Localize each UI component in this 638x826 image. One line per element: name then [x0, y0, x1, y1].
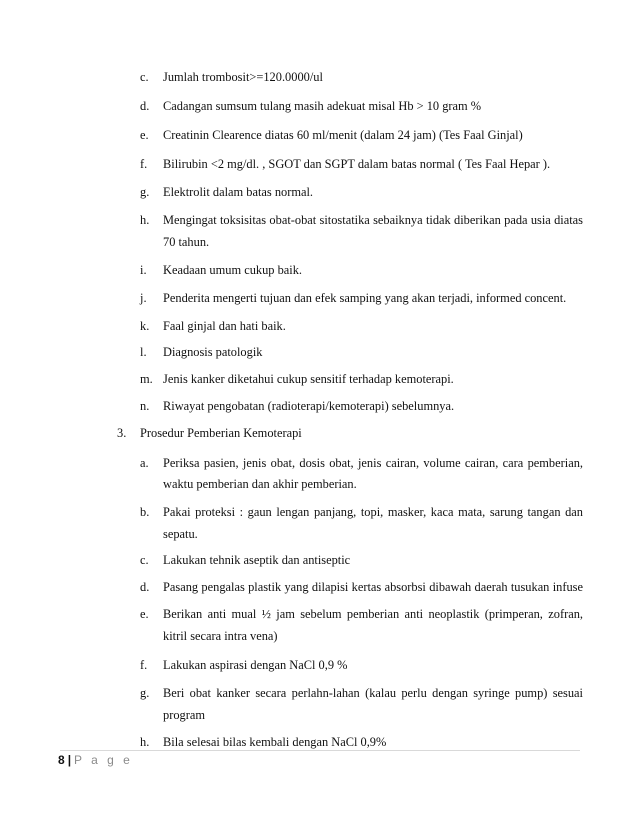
list-marker: e.	[140, 128, 149, 142]
list-item-text: Beri obat kanker secara perlahn-lahan (kalau perlu dengan syringe pump) sesuai	[163, 686, 583, 700]
page-footer	[58, 753, 133, 767]
list-marker: n.	[140, 399, 150, 413]
list-item-text: Riwayat pengobatan (radioterapi/kemoterapi) sebelumnya.	[163, 399, 455, 413]
list-marker: d.	[140, 99, 150, 113]
list-item-text: Lakukan tehnik aseptik dan antiseptic	[163, 553, 351, 567]
list-marker: k.	[140, 319, 150, 333]
list-item-text: Jumlah trombosit>=120.0000/ul	[163, 70, 323, 84]
list-marker: f.	[140, 157, 148, 171]
list-item-text: Cadangan sumsum tulang masih adekuat misal Hb > 10 gram %	[163, 99, 482, 113]
list-marker: l.	[140, 345, 147, 359]
list-item-text: Creatinin Clearence diatas 60 ml/menit (dalam 24 jam) (Tes Faal Ginjal)	[163, 128, 523, 142]
list-marker: i.	[140, 263, 147, 277]
page-number: 8	[58, 753, 65, 767]
list-marker: e.	[140, 607, 149, 621]
list-marker: f.	[140, 658, 148, 672]
list-marker: c.	[140, 553, 149, 567]
list-item-text: waktu pemberian dan akhir pemberian.	[163, 477, 357, 491]
list-marker: a.	[140, 456, 149, 470]
section-number: 3.	[117, 426, 127, 440]
list-item-text: Lakukan aspirasi dengan NaCl 0,9 %	[163, 658, 348, 672]
list-item-text: Bila selesai bilas kembali dengan NaCl 0,9%	[163, 735, 387, 749]
list-item-text: Jenis kanker diketahui cukup sensitif terhadap kemoterapi.	[163, 372, 454, 386]
footer-divider	[60, 750, 580, 751]
list-marker: g.	[140, 686, 150, 700]
list-item-text: Bilirubin <2 mg/dl. , SGOT dan SGPT dalam batas normal ( Tes Faal Hepar ).	[163, 157, 551, 171]
list-item-text: Keadaan umum cukup baik.	[163, 263, 303, 277]
footer-separator: |	[67, 753, 72, 767]
list-marker: d.	[140, 580, 150, 594]
list-item-text: Pakai proteksi : gaun lengan panjang, topi, masker, kaca mata, sarung tangan dan	[163, 505, 583, 519]
list-item-text: sepatu.	[163, 527, 198, 541]
section-title: Prosedur Pemberian Kemoterapi	[140, 426, 302, 440]
list-item-text: Mengingat toksisitas obat-obat sitostatika sebaiknya tidak diberikan pada usia diatas	[163, 213, 583, 227]
list-item-text: program	[163, 708, 205, 722]
list-marker: c.	[140, 70, 149, 84]
page-label: P a g e	[74, 753, 133, 767]
list-item-text: 70 tahun.	[163, 235, 210, 249]
list-marker: b.	[140, 505, 150, 519]
list-item-text: Berikan anti mual ½ jam sebelum pemberian anti neoplastik (primperan, zofran,	[163, 607, 583, 621]
list-item-text: Diagnosis patologik	[163, 345, 263, 359]
list-item-text: Penderita mengerti tujuan dan efek samping yang akan terjadi, informed concent.	[163, 291, 567, 305]
list-item-text: Elektrolit dalam batas normal.	[163, 185, 314, 199]
list-marker: j.	[140, 291, 147, 305]
list-item-text: Faal ginjal dan hati baik.	[163, 319, 286, 333]
list-marker: g.	[140, 185, 150, 199]
list-marker: m.	[140, 372, 153, 386]
list-item-text: kitril secara intra vena)	[163, 629, 278, 643]
list-item-text: Pasang pengalas plastik yang dilapisi kertas absorbsi dibawah daerah tusukan infuse	[163, 580, 583, 594]
list-marker: h.	[140, 735, 150, 749]
list-item-text: Periksa pasien, jenis obat, dosis obat, jenis cairan, volume cairan, cara pemberian,	[163, 456, 583, 470]
list-marker: h.	[140, 213, 150, 227]
